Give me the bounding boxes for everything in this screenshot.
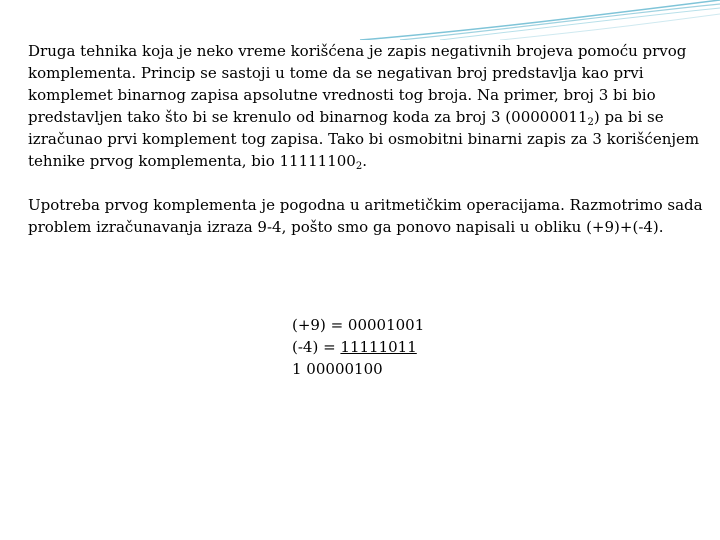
calc-line-plus-nine: (+9) = 00001001 xyxy=(292,316,425,334)
paragraph1-part1: Druga tehnika koja je neko vreme korišćena je zapis negativnih brojeva pomoću prvog komplementa. Princip se sastoji u tome da se negativan broj predstavlja kao prvi komplemet binarnog zapisa apsolutne vrednosti tog broja. Na primer, broj 3 bi bio predstavljen tako što bi se krenulo od binarnog koda za broj 3 ( xyxy=(28,42,687,126)
text-content xyxy=(28,40,704,238)
paragraph1-part2: ) pa bi se izračunao prvi komplement tog zapisa. Tako bi osmobitni binarni zapis za 3 korišćenjem tehnike prvog komplementa, bio xyxy=(28,108,700,170)
swoosh-line-2 xyxy=(400,4,720,40)
binary-calculation xyxy=(292,314,424,380)
paragraph-arithmetic xyxy=(28,194,704,238)
paragraph-first-complement xyxy=(28,40,704,172)
paragraph1-part3: . xyxy=(362,152,368,170)
calc-line-minus-four xyxy=(292,336,424,358)
base-subscript: 2 xyxy=(587,117,594,128)
base-subscript: 2 xyxy=(355,161,363,172)
swoosh-line-3 xyxy=(440,8,720,40)
binary-minus-three: 11111100 xyxy=(279,152,356,170)
calc-line2-value: 11111011 xyxy=(340,338,417,356)
decorative-swoosh xyxy=(0,0,720,40)
swoosh-line-4 xyxy=(500,14,720,40)
paragraph2-text: Upotreba prvog komplementa je pogodna u aritmetičkim operacijama. Razmotrimo sada problem izračunavanja izraza 9-4, pošto smo ga ponovo napisali u obliku (+9)+(-4). xyxy=(28,196,703,236)
calc-line-result: 1 00000100 xyxy=(292,360,383,378)
swoosh-line-1 xyxy=(360,0,720,40)
binary-three: 00000011 xyxy=(511,108,588,126)
calc-line2-prefix: (-4) = xyxy=(292,338,341,356)
